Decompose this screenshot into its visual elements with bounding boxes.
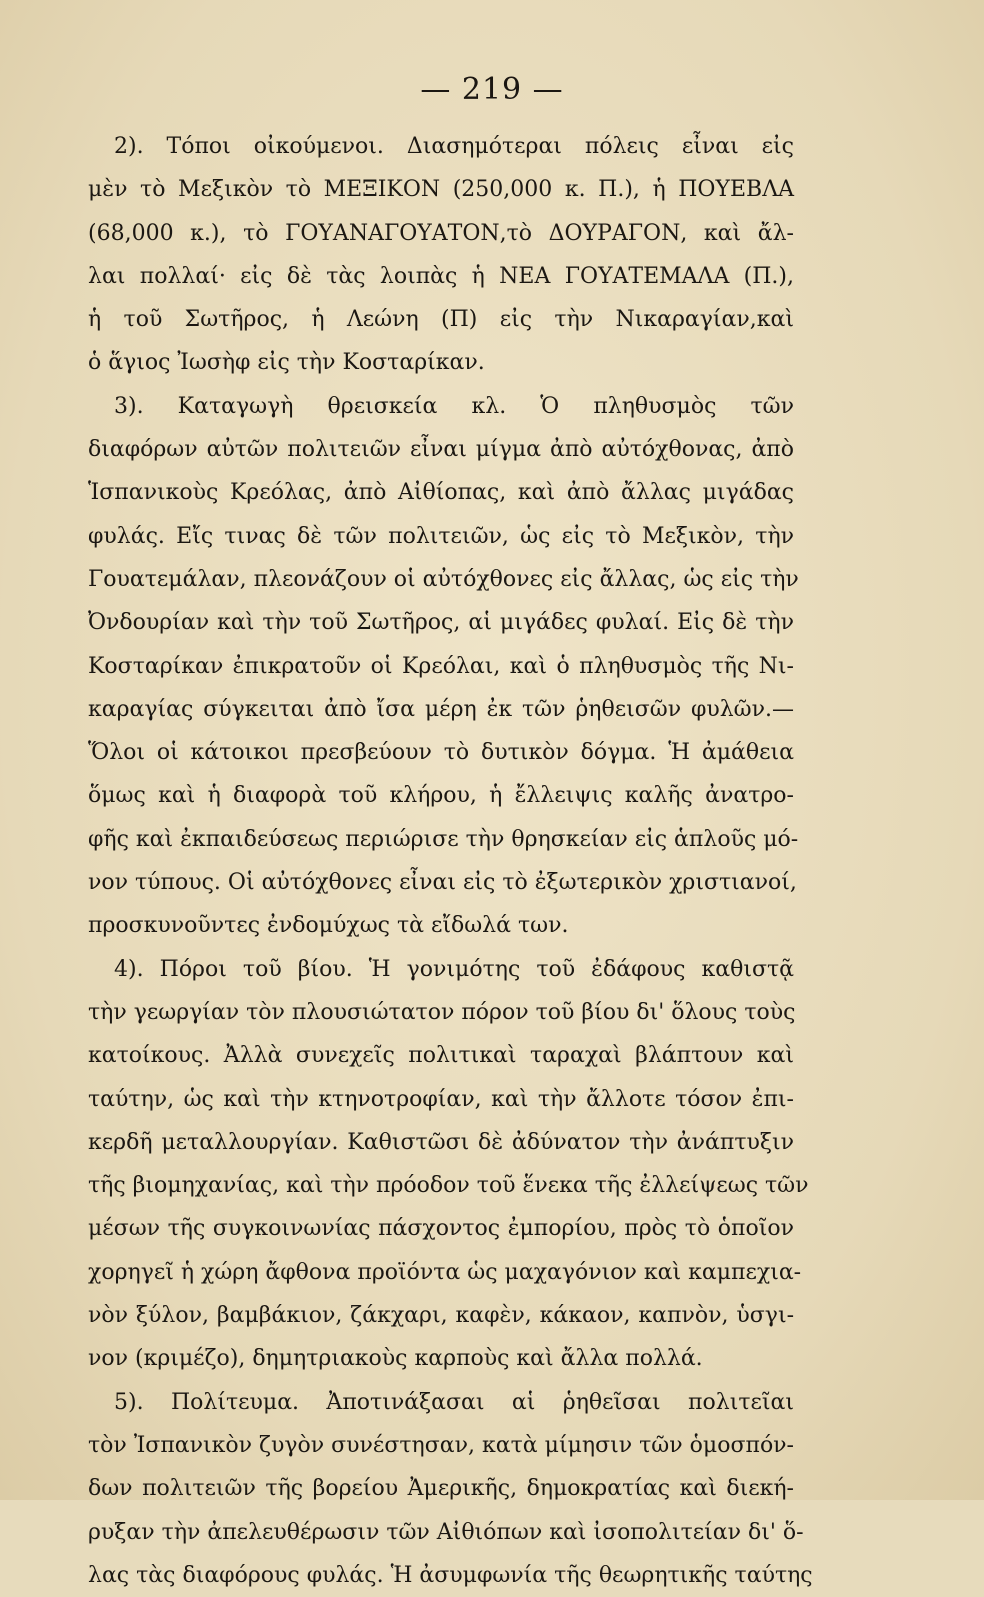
text-line: Γουατεμάλαν, πλεονάζουν οἱ αὐτόχθονες εἰς ἄλλας, ὡς εἰς τὴν bbox=[88, 566, 799, 592]
text-line: Ὅλοι οἱ κάτοικοι πρεσβεύουν τὸ δυτικὸν δόγμα. Ἡ ἀμάθεια bbox=[88, 740, 794, 766]
text-line: Ὀνδουρίαν καὶ τὴν τοῦ Σωτῆρος, αἱ μιγάδες φυλαί. Εἰς δὲ τὴν bbox=[88, 610, 794, 636]
text-line: ἡ τοῦ Σωτῆρος, ἡ Λεώνη (Π) εἰς τὴν Νικαραγίαν,καὶ bbox=[88, 307, 794, 333]
text-line: 3). Καταγωγὴ θρεισκεία κλ. Ὁ πληθυσμὸς τῶν bbox=[114, 393, 794, 419]
text-line: ταύτην, ὡς καὶ τὴν κτηνοτροφίαν, καὶ τὴν ἄλλοτε τόσον ἐπι- bbox=[88, 1086, 794, 1112]
text-line: κερδῆ μεταλλουργίαν. Καθιστῶσι δὲ ἀδύνατον τὴν ἀνάπτυξιν bbox=[88, 1129, 794, 1155]
text-line: ὁ ἅγιος Ἰωσὴφ εἰς τὴν Κοσταρίκαν. bbox=[88, 350, 485, 376]
text-line: φῆς καὶ ἐκπαιδεύσεως περιώρισε τὴν θρησκείαν εἰς ἁπλοῦς μό- bbox=[88, 826, 799, 852]
text-line: προσκυνοῦντες ἐνδομύχως τὰ εἴδωλά των. bbox=[88, 913, 569, 939]
text-line: (68,000 κ.), τὸ ΓΟΥΑΝΑΓΟΥΑΤΟΝ,τὸ ΔΟΥΡΑΓΟΝ, καὶ ἄλ- bbox=[88, 220, 794, 246]
text-line: ρυξαν τὴν ἀπελευθέρωσιν τῶν Αἰθιόπων καὶ ἰσοπολιτείαν δι' ὅ- bbox=[88, 1519, 804, 1545]
text-line: διαφόρων αὐτῶν πολιτειῶν εἶναι μίγμα ἀπὸ αὐτόχθονας, ἀπὸ bbox=[88, 437, 794, 463]
text-line: Ἱσπανικοὺς Κρεόλας, ἀπὸ Αἰθίοπας, καὶ ἀπὸ ἄλλας μιγάδας bbox=[88, 480, 794, 506]
text-line: μὲν τὸ Μεξικὸν τὸ ΜΕΞΙΚΟΝ (250,000 κ. Π.), ἡ ΠΟΥΕΒΛΑ bbox=[88, 177, 794, 203]
text-line: νον τύπους. Οἱ αὐτόχθονες εἶναι εἰς τὸ ἐξωτερικὸν χριστιανοί, bbox=[88, 870, 797, 896]
text-line: καραγίας σύγκειται ἀπὸ ἴσα μέρη ἐκ τῶν ῥηθεισῶν φυλῶν.— bbox=[88, 696, 794, 722]
text-line: Κοσταρίκαν ἐπικρατοῦν οἱ Κρεόλαι, καὶ ὁ πληθυσμὸς τῆς Νι- bbox=[88, 653, 794, 679]
page-number: — 219 — bbox=[420, 72, 564, 107]
text-line: τῆς βιομηχανίας, καὶ τὴν πρόοδον τοῦ ἕνεκα τῆς ἐλλείψεως τῶν bbox=[88, 1173, 809, 1199]
text-line: τὴν γεωργίαν τὸν πλουσιώτατον πόρον τοῦ βίου δι' ὅλους τοὺς bbox=[88, 999, 796, 1025]
text-line: λαι πολλαί· εἰς δὲ τὰς λοιπὰς ἡ ΝΕΑ ΓΟΥΑΤΕΜΑΛΑ (Π.), bbox=[88, 263, 794, 289]
text-line: νὸν ξύλον, βαμβάκιον, ζάκχαρι, καφὲν, κάκαον, καπνὸν, ὑσγι- bbox=[88, 1303, 794, 1329]
text-line: μέσων τῆς συγκοινωνίας πάσχοντος ἐμπορίου, πρὸς τὸ ὁποῖον bbox=[88, 1216, 794, 1242]
text-line: τὸν Ἰσπανικὸν ζυγὸν συνέστησαν, κατὰ μίμησιν τῶν ὁμοσπόν- bbox=[88, 1432, 794, 1458]
text-line: λας τὰς διαφόρους φυλάς. Ἡ ἀσυμφωνία τῆς θεωρητικῆς ταύτης bbox=[88, 1562, 813, 1588]
text-line: 4). Πόροι τοῦ βίου. Ἡ γονιμότης τοῦ ἐδάφους καθιστᾷ bbox=[114, 956, 794, 982]
body-text bbox=[88, 125, 813, 1597]
text-line: χορηγεῖ ἡ χώρη ἄφθονα προϊόντα ὡς μαχαγόνιον καὶ καμπεχια- bbox=[88, 1259, 802, 1285]
text-line: 5). Πολίτευμα. Ἀποτινάξασαι αἱ ῥηθεῖσαι πολιτεῖαι bbox=[114, 1389, 794, 1415]
text-line: ὅμως καὶ ἡ διαφορὰ τοῦ κλήρου, ἡ ἔλλειψις καλῆς ἀνατρο- bbox=[88, 783, 794, 809]
text-line: νον (κριμέζο), δημητριακοὺς καρποὺς καὶ ἄλλα πολλά. bbox=[88, 1346, 703, 1372]
text-line: δων πολιτειῶν τῆς βορείου Ἀμερικῆς, δημοκρατίας καὶ διεκή- bbox=[88, 1476, 794, 1502]
text-line: 2). Τόποι οἰκούμενοι. Διασημότεραι πόλεις εἶναι εἰς bbox=[114, 134, 794, 159]
text-line: κατοίκους. Ἀλλὰ συνεχεῖς πολιτικαὶ ταραχαὶ βλάπτουν καὶ bbox=[88, 1043, 794, 1069]
text-line: φυλάς. Εἴς τινας δὲ τῶν πολιτειῶν, ὡς εἰς τὸ Μεξικὸν, τὴν bbox=[88, 523, 794, 549]
